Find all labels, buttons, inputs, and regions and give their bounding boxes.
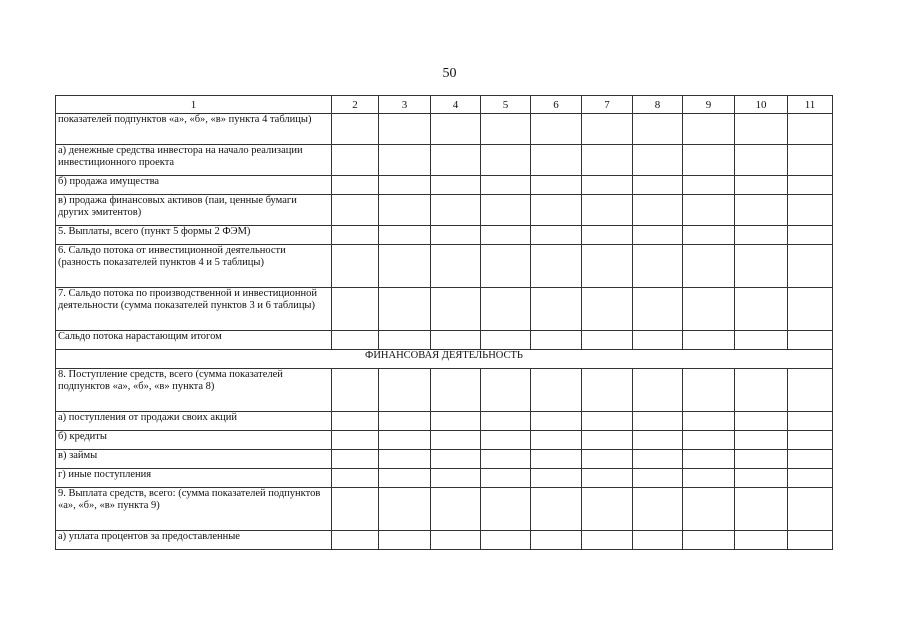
empty-cell-col-10 [735, 331, 788, 350]
empty-cell-col-9 [683, 369, 735, 412]
empty-cell-col-3 [379, 369, 431, 412]
cash-flow-table [55, 95, 833, 550]
empty-cell-col-2 [332, 412, 379, 431]
header-col-8: 8 [633, 96, 683, 114]
empty-cell-col-3 [379, 431, 431, 450]
empty-cell-col-5 [481, 176, 531, 195]
empty-cell-col-5 [481, 531, 531, 550]
empty-cell-col-6 [531, 369, 582, 412]
empty-cell-col-4 [431, 288, 481, 331]
empty-cell-col-2 [332, 331, 379, 350]
empty-cell-col-10 [735, 288, 788, 331]
row-label: а) поступления от продажи своих акций [56, 412, 332, 431]
empty-cell-col-6 [531, 288, 582, 331]
empty-cell-col-2 [332, 226, 379, 245]
empty-cell-col-10 [735, 195, 788, 226]
empty-cell-col-8 [633, 245, 683, 288]
empty-cell-col-6 [531, 469, 582, 488]
empty-cell-col-3 [379, 288, 431, 331]
empty-cell-col-2 [332, 176, 379, 195]
table-row [56, 469, 833, 488]
empty-cell-col-7 [582, 226, 633, 245]
empty-cell-col-5 [481, 431, 531, 450]
empty-cell-col-7 [582, 469, 633, 488]
empty-cell-col-11 [788, 431, 833, 450]
empty-cell-col-8 [633, 331, 683, 350]
row-label: 8. Поступление средств, всего (сумма показателей подпунктов «а», «б», «в» пункта 8) [56, 369, 332, 412]
empty-cell-col-3 [379, 145, 431, 176]
empty-cell-col-5 [481, 331, 531, 350]
empty-cell-col-3 [379, 114, 431, 145]
empty-cell-col-11 [788, 114, 833, 145]
empty-cell-col-6 [531, 331, 582, 350]
empty-cell-col-4 [431, 488, 481, 531]
empty-cell-col-3 [379, 531, 431, 550]
header-col-10: 10 [735, 96, 788, 114]
empty-cell-col-7 [582, 488, 633, 531]
row-label: 9. Выплата средств, всего: (сумма показателей подпунктов «а», «б», «в» пункта 9) [56, 488, 332, 531]
empty-cell-col-8 [633, 469, 683, 488]
row-label: 5. Выплаты, всего (пункт 5 формы 2 ФЭМ) [56, 226, 332, 245]
header-col-5: 5 [481, 96, 531, 114]
section-title: ФИНАНСОВАЯ ДЕЯТЕЛЬНОСТЬ [56, 350, 833, 369]
empty-cell-col-10 [735, 226, 788, 245]
empty-cell-col-9 [683, 145, 735, 176]
empty-cell-col-4 [431, 431, 481, 450]
empty-cell-col-10 [735, 176, 788, 195]
empty-cell-col-6 [531, 412, 582, 431]
header-col-6: 6 [531, 96, 582, 114]
empty-cell-col-11 [788, 226, 833, 245]
row-label: 7. Сальдо потока по производственной и инвестиционной деятельности (сумма показателей пунктов 3 и 6 таблицы) [56, 288, 332, 331]
empty-cell-col-8 [633, 226, 683, 245]
empty-cell-col-4 [431, 245, 481, 288]
empty-cell-col-2 [332, 145, 379, 176]
empty-cell-col-3 [379, 331, 431, 350]
section-header-row [56, 350, 833, 369]
empty-cell-col-7 [582, 450, 633, 469]
empty-cell-col-9 [683, 450, 735, 469]
empty-cell-col-3 [379, 195, 431, 226]
empty-cell-col-10 [735, 114, 788, 145]
empty-cell-col-8 [633, 145, 683, 176]
empty-cell-col-7 [582, 145, 633, 176]
empty-cell-col-8 [633, 288, 683, 331]
row-label: б) продажа имущества [56, 176, 332, 195]
row-label: а) уплата процентов за предоставленные [56, 531, 332, 550]
table-row [56, 531, 833, 550]
empty-cell-col-9 [683, 288, 735, 331]
empty-cell-col-6 [531, 488, 582, 531]
empty-cell-col-8 [633, 531, 683, 550]
empty-cell-col-11 [788, 369, 833, 412]
empty-cell-col-6 [531, 114, 582, 145]
empty-cell-col-2 [332, 288, 379, 331]
row-label: в) продажа финансовых активов (паи, ценные бумаги других эмитентов) [56, 195, 332, 226]
empty-cell-col-5 [481, 488, 531, 531]
empty-cell-col-7 [582, 245, 633, 288]
empty-cell-col-4 [431, 469, 481, 488]
empty-cell-col-2 [332, 195, 379, 226]
empty-cell-col-2 [332, 531, 379, 550]
empty-cell-col-11 [788, 531, 833, 550]
empty-cell-col-9 [683, 488, 735, 531]
empty-cell-col-11 [788, 469, 833, 488]
table-row [56, 226, 833, 245]
empty-cell-col-10 [735, 145, 788, 176]
table-row [56, 450, 833, 469]
empty-cell-col-9 [683, 195, 735, 226]
empty-cell-col-9 [683, 412, 735, 431]
empty-cell-col-3 [379, 469, 431, 488]
empty-cell-col-10 [735, 469, 788, 488]
page-number: 50 [442, 66, 457, 81]
empty-cell-col-7 [582, 114, 633, 145]
table-row [56, 431, 833, 450]
empty-cell-col-5 [481, 450, 531, 469]
empty-cell-col-8 [633, 431, 683, 450]
empty-cell-col-4 [431, 531, 481, 550]
empty-cell-col-11 [788, 412, 833, 431]
empty-cell-col-5 [481, 369, 531, 412]
empty-cell-col-10 [735, 531, 788, 550]
empty-cell-col-4 [431, 412, 481, 431]
empty-cell-col-4 [431, 226, 481, 245]
table-row [56, 195, 833, 226]
empty-cell-col-11 [788, 450, 833, 469]
empty-cell-col-2 [332, 488, 379, 531]
table-row [56, 369, 833, 412]
empty-cell-col-9 [683, 531, 735, 550]
empty-cell-col-9 [683, 114, 735, 145]
empty-cell-col-3 [379, 450, 431, 469]
empty-cell-col-6 [531, 145, 582, 176]
empty-cell-col-8 [633, 412, 683, 431]
empty-cell-col-4 [431, 145, 481, 176]
empty-cell-col-10 [735, 488, 788, 531]
empty-cell-col-3 [379, 245, 431, 288]
empty-cell-col-7 [582, 412, 633, 431]
empty-cell-col-3 [379, 488, 431, 531]
empty-cell-col-4 [431, 176, 481, 195]
header-col-2: 2 [332, 96, 379, 114]
empty-cell-col-8 [633, 488, 683, 531]
empty-cell-col-2 [332, 431, 379, 450]
empty-cell-col-3 [379, 176, 431, 195]
empty-cell-col-11 [788, 288, 833, 331]
empty-cell-col-4 [431, 369, 481, 412]
header-col-11: 11 [788, 96, 833, 114]
empty-cell-col-7 [582, 369, 633, 412]
empty-cell-col-5 [481, 226, 531, 245]
empty-cell-col-2 [332, 469, 379, 488]
table-row [56, 114, 833, 145]
empty-cell-col-11 [788, 245, 833, 288]
empty-cell-col-6 [531, 450, 582, 469]
empty-cell-col-3 [379, 412, 431, 431]
empty-cell-col-4 [431, 114, 481, 145]
empty-cell-col-9 [683, 431, 735, 450]
table-row [56, 245, 833, 288]
row-label: 6. Сальдо потока от инвестиционной деятельности (разность показателей пунктов 4 и 5 таблицы) [56, 245, 332, 288]
empty-cell-col-3 [379, 226, 431, 245]
empty-cell-col-11 [788, 145, 833, 176]
table-row [56, 331, 833, 350]
empty-cell-col-9 [683, 245, 735, 288]
table-row [56, 176, 833, 195]
empty-cell-col-10 [735, 412, 788, 431]
empty-cell-col-5 [481, 412, 531, 431]
row-label: Сальдо потока нарастающим итогом [56, 331, 332, 350]
empty-cell-col-8 [633, 450, 683, 469]
empty-cell-col-8 [633, 176, 683, 195]
row-label: г) иные поступления [56, 469, 332, 488]
empty-cell-col-11 [788, 488, 833, 531]
header-row [56, 96, 833, 114]
empty-cell-col-4 [431, 331, 481, 350]
empty-cell-col-5 [481, 114, 531, 145]
empty-cell-col-7 [582, 288, 633, 331]
empty-cell-col-7 [582, 331, 633, 350]
empty-cell-col-2 [332, 245, 379, 288]
table-row [56, 412, 833, 431]
table-header [56, 96, 833, 114]
empty-cell-col-6 [531, 195, 582, 226]
empty-cell-col-7 [582, 195, 633, 226]
header-col-9: 9 [683, 96, 735, 114]
empty-cell-col-2 [332, 369, 379, 412]
empty-cell-col-5 [481, 245, 531, 288]
row-label: показателей подпунктов «а», «б», «в» пункта 4 таблицы) [56, 114, 332, 145]
empty-cell-col-7 [582, 431, 633, 450]
empty-cell-col-4 [431, 195, 481, 226]
empty-cell-col-10 [735, 431, 788, 450]
empty-cell-col-11 [788, 331, 833, 350]
header-col-7: 7 [582, 96, 633, 114]
empty-cell-col-10 [735, 369, 788, 412]
table-body [56, 114, 833, 550]
empty-cell-col-6 [531, 245, 582, 288]
empty-cell-col-9 [683, 331, 735, 350]
empty-cell-col-9 [683, 226, 735, 245]
empty-cell-col-6 [531, 176, 582, 195]
empty-cell-col-10 [735, 450, 788, 469]
table-row [56, 488, 833, 531]
header-col-4: 4 [431, 96, 481, 114]
empty-cell-col-8 [633, 369, 683, 412]
empty-cell-col-6 [531, 226, 582, 245]
row-label: б) кредиты [56, 431, 332, 450]
empty-cell-col-2 [332, 114, 379, 145]
empty-cell-col-2 [332, 450, 379, 469]
empty-cell-col-7 [582, 176, 633, 195]
empty-cell-col-11 [788, 176, 833, 195]
row-label: а) денежные средства инвестора на начало реализации инвестиционного проекта [56, 145, 332, 176]
row-label: в) займы [56, 450, 332, 469]
empty-cell-col-6 [531, 431, 582, 450]
empty-cell-col-8 [633, 114, 683, 145]
empty-cell-col-5 [481, 288, 531, 331]
empty-cell-col-5 [481, 469, 531, 488]
empty-cell-col-11 [788, 195, 833, 226]
empty-cell-col-10 [735, 245, 788, 288]
header-col-3: 3 [379, 96, 431, 114]
empty-cell-col-9 [683, 469, 735, 488]
empty-cell-col-7 [582, 531, 633, 550]
empty-cell-col-4 [431, 450, 481, 469]
empty-cell-col-5 [481, 195, 531, 226]
empty-cell-col-9 [683, 176, 735, 195]
table-row [56, 288, 833, 331]
table-row [56, 145, 833, 176]
empty-cell-col-5 [481, 145, 531, 176]
header-col-1: 1 [56, 96, 332, 114]
empty-cell-col-6 [531, 531, 582, 550]
empty-cell-col-8 [633, 195, 683, 226]
